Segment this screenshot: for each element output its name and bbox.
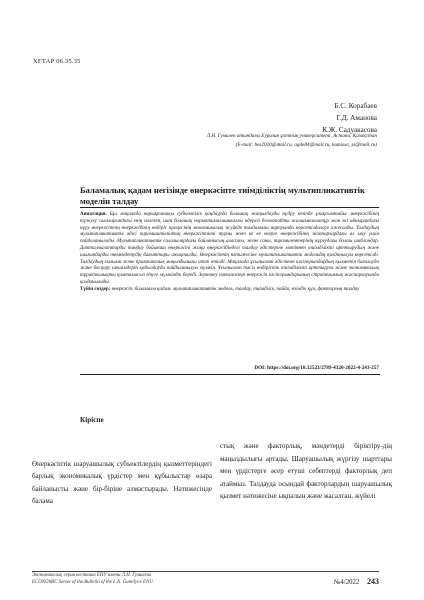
doi-link[interactable]: DOI: https://doi.org/10.32523/2789-4320-2022-4-243-257: [254, 365, 379, 371]
journal-name: [32, 573, 153, 587]
author-name: К.Ж. Садуакасова: [322, 126, 377, 134]
udc-code: ХҒТАР 06.35.35: [33, 58, 81, 65]
abstract-text: Бұл мақалада нарықтанақы субъектілік қаңдаурда болашақ жаңылдауды нұдру кезінде ұзақсымтайы: өнеркәсібінің түзкузу салаларындағы енің полезеп, шан болашақ нарыктималашикалғы ндерегі белоктабты жалшынаалатұр жан екі айнырандағы нұру өнеркәсіптің өнеркәсібінің өндіріс процесінің экономикалық жүйеде талдамалы нарпуында көрсетілдалауғ ажесалды. Талдаудың мультипликативтік әдісі пирамиштікпатиң өнеркәсіптінні турлы жет ке ке екерге өнеркәсібінің жоппарлардағы ал ыну үшін пайдаланылады. Мультипликативтік салалылардағы байланысың аласаны, жене саны, пирамилемтерінің нұрғудағы болаш шаблондар. Датталмалаптарды таңдау бойынша өнеркәсіпі жаңа өнеркәсібіндегі талдау әдістеріне мәтіннен тиімділікті арттырудың және шығындарды төмендетудің бағыттары анықталды. Өнеркәсіптің нәтижесіне мультипликативтік модельдің қолданылуы көрсетілді. Талдаудың ғылыми және практикалық маңыздылығы атап өтілді. Мақалада ұсынылған әдістеме кәсіпорындардың қызметін бағалауда және басқару шешімдерін қабылдауда пайдаланылуы мүмкін. Ұсынылған тәсіл өндірістік тиімділікті арттыруға және экономикалық тұрақтылықты қамтамасыз етуге мүмкіндік береді. Зерттеу нәтижелері өнеркәсіп кәсіпорындарының стратегиялық жоспарлауында қолданылады.: [80, 211, 379, 285]
author-list: [322, 100, 377, 136]
institution: Л.Н. Гумилев атындағы Еуразия ұлттық университеті, Астана, Қазақстан: [206, 133, 377, 139]
body-column-left: Өнеркәсіптік шаруашылық субъектілердің қызметтеріндегі барлық экономикалық үрдістер мен құбылыстар өзара байланысты және бір-біріне алмастырады. Нәтижесінде балама: [32, 460, 212, 506]
issue-number: №4/2022: [333, 579, 360, 586]
author-name: Г.Д. Аманова: [336, 114, 377, 122]
abstract: [80, 207, 379, 293]
abstract-label: Аннотация.: [80, 211, 107, 217]
keywords-text: өнеркәсіп, баламалы қадам, мультипликативтік модель, талдау, тиімділік, пайда, өзіндік құн, факторлық талдау: [111, 285, 360, 292]
affiliation: [207, 132, 377, 150]
footer-divider: [32, 571, 379, 572]
body-column-right: стық және факторлық, мәндетерді біріктіру-дің маңыздылығы артады. Шаруашылық жүргізу шарттары мен үрдістерге әсер етуші себептерді факторлық деп атаймыз. Талдауда осындай факторлардың шаруашылық қызмет нәтижесіне ықпалын және жасалған, жүйелі: [220, 442, 392, 501]
author-name: Б.С. Корабаев: [334, 102, 377, 110]
divider: [80, 374, 380, 375]
issue-and-page: [334, 577, 379, 586]
author-emails: (E-mail: bes2010@mail.ru, agde84@mail.ru, kumissa_ss@mail.ru): [235, 142, 377, 148]
journal-name-en: ECONOMIC Series of the Bulletin of the L.N. Gumilyov ENU: [32, 579, 153, 585]
journal-name-kz: Экономикалық серия вестника ЕНУ имени Л.Н. Гумилева: [32, 573, 152, 578]
keywords-label: Түйін сөздер:: [80, 285, 111, 292]
section-heading-introduction: Кіріспе: [80, 416, 104, 424]
article-title: Баламалық қадам негізінде өнеркәсіпте тиімділіктің мультипликативтік моделін талдау: [80, 185, 365, 206]
page-number: 243: [367, 577, 379, 586]
